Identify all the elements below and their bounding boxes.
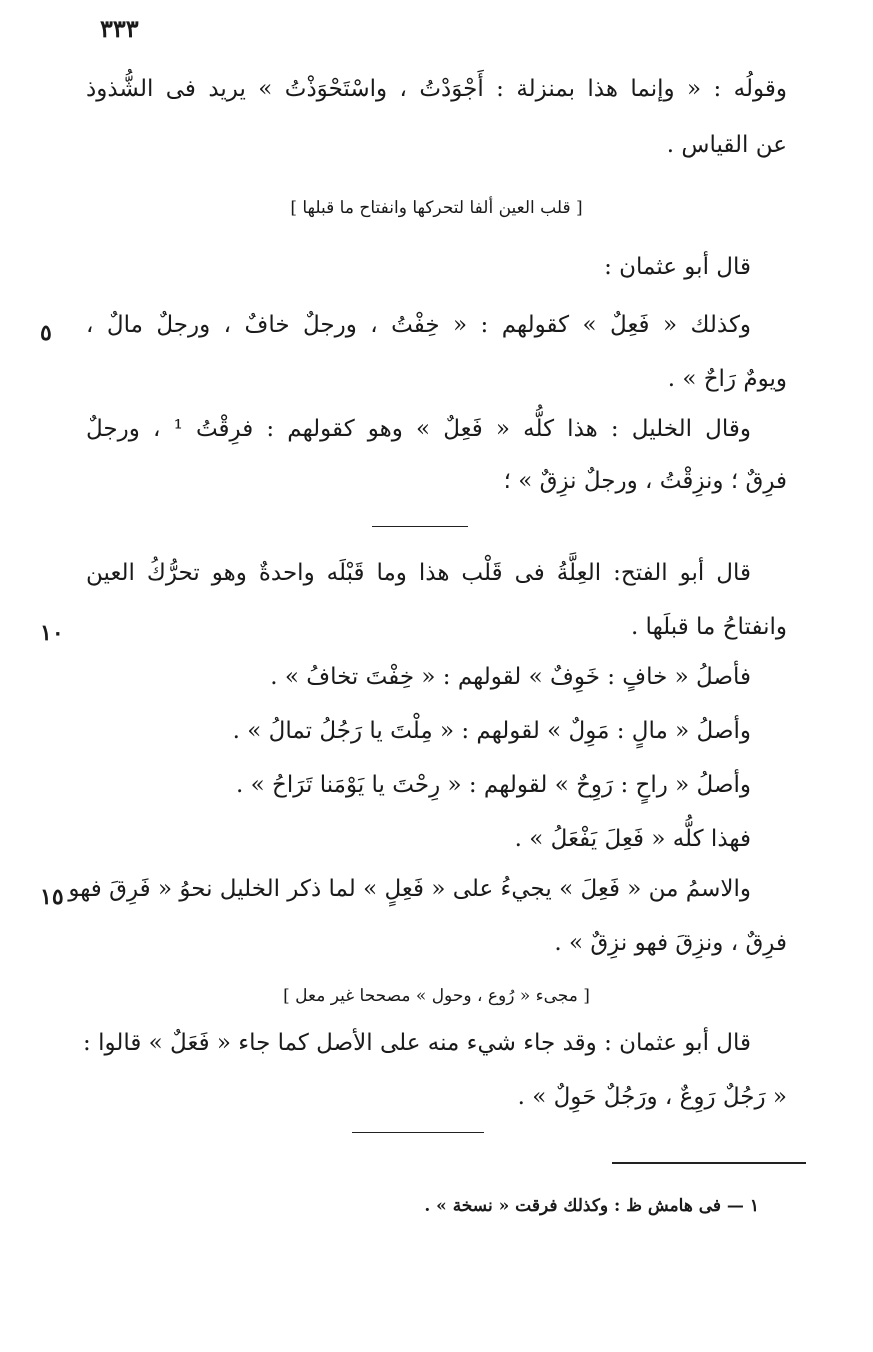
- text-line-1: وقولُه : « وإنما هذا بمنزلة : أَجْوَدْتُ ، واسْتَحْوَذْتُ » يريد فى الشُّذوذ: [86, 76, 787, 102]
- text-line-13: فهذا كلُّه « فَعِلَ يَفْعَلُ » .: [514, 826, 751, 852]
- text-line-12: وأصلُ « راحٍ : رَوِحٌ » لقولهم : « رِحْتَ يا يَوْمَنا تَرَاحُ » .: [236, 772, 751, 798]
- text-line-4: وكذلك « فَعِلٌ » كقولهم : « خِفْتُ ، ورجلٌ خافٌ ، ورجلٌ مالٌ ،: [86, 312, 751, 338]
- separator-rule: [372, 526, 468, 527]
- text-line-2: عن القياس .: [666, 132, 787, 158]
- text-line-9: وانفتاحُ ما قبلَها .: [630, 614, 787, 640]
- margin-line-number-10: ١٠: [40, 620, 64, 646]
- text-line-11: وأصلُ « مالٍ : مَوِلٌ » لقولهم : « مِلْتَ يا رَجُلُ تمالُ » .: [232, 718, 751, 744]
- text-line-6: وقال الخليل : هذا كلُّه « فَعِلٌ » وهو كقولهم : فرِقْتُ ¹ ، ورجلٌ: [86, 416, 751, 442]
- text-line-5: ويومٌ رَاحٌ » .: [667, 366, 787, 392]
- page-number: ٣٣٣: [100, 14, 139, 43]
- text-line-10: فأصلُ « خافٍ : خَوِفٌ » لقولهم : « خِفْتَ تخافُ » .: [270, 664, 751, 690]
- footnote: ١ — فى هامش ظ : وكذلك فرقت « نسخة » .: [424, 1196, 759, 1216]
- margin-line-number-15: ١٥: [40, 884, 64, 910]
- text-line-3: قال أبو عثمان :: [604, 254, 751, 280]
- text-line-15: فرِقٌ ، ونزِقَ فهو نزِقٌ » .: [554, 930, 787, 956]
- text-line-16: قال أبو عثمان : وقد جاء شيء منه على الأصل كما جاء « فَعَلٌ » قالوا :: [83, 1030, 751, 1056]
- section-heading-2: [ مجىء « رُوع ، وحول » مصححا غير معل ]: [283, 986, 590, 1006]
- text-line-8: قال أبو الفتح: العِلَّةُ فى قَلْب هذا وما قَبْلَه واحدةٌ وهو تحرُّكُ العين: [86, 560, 751, 586]
- section-heading-1: [ قلب العين ألفا لتحركها وانفتاح ما قبلها ]: [290, 198, 583, 218]
- footnote-rule: [612, 1162, 806, 1164]
- margin-line-number-5: ٥: [40, 320, 52, 346]
- text-line-17: « رَجُلٌ رَوِعٌ ، ورَجُلٌ حَوِلٌ » .: [517, 1084, 787, 1110]
- end-rule: [352, 1132, 484, 1133]
- text-line-7: فرِقٌ ؛ ونزِقْتُ ، ورجلٌ نزِقٌ » ؛: [503, 468, 787, 494]
- text-line-14: والاسمُ من « فَعِلَ » يجيءُ على « فَعِلٍ » لما ذكر الخليل نحوُ « فَرِقَ فهو: [68, 876, 751, 902]
